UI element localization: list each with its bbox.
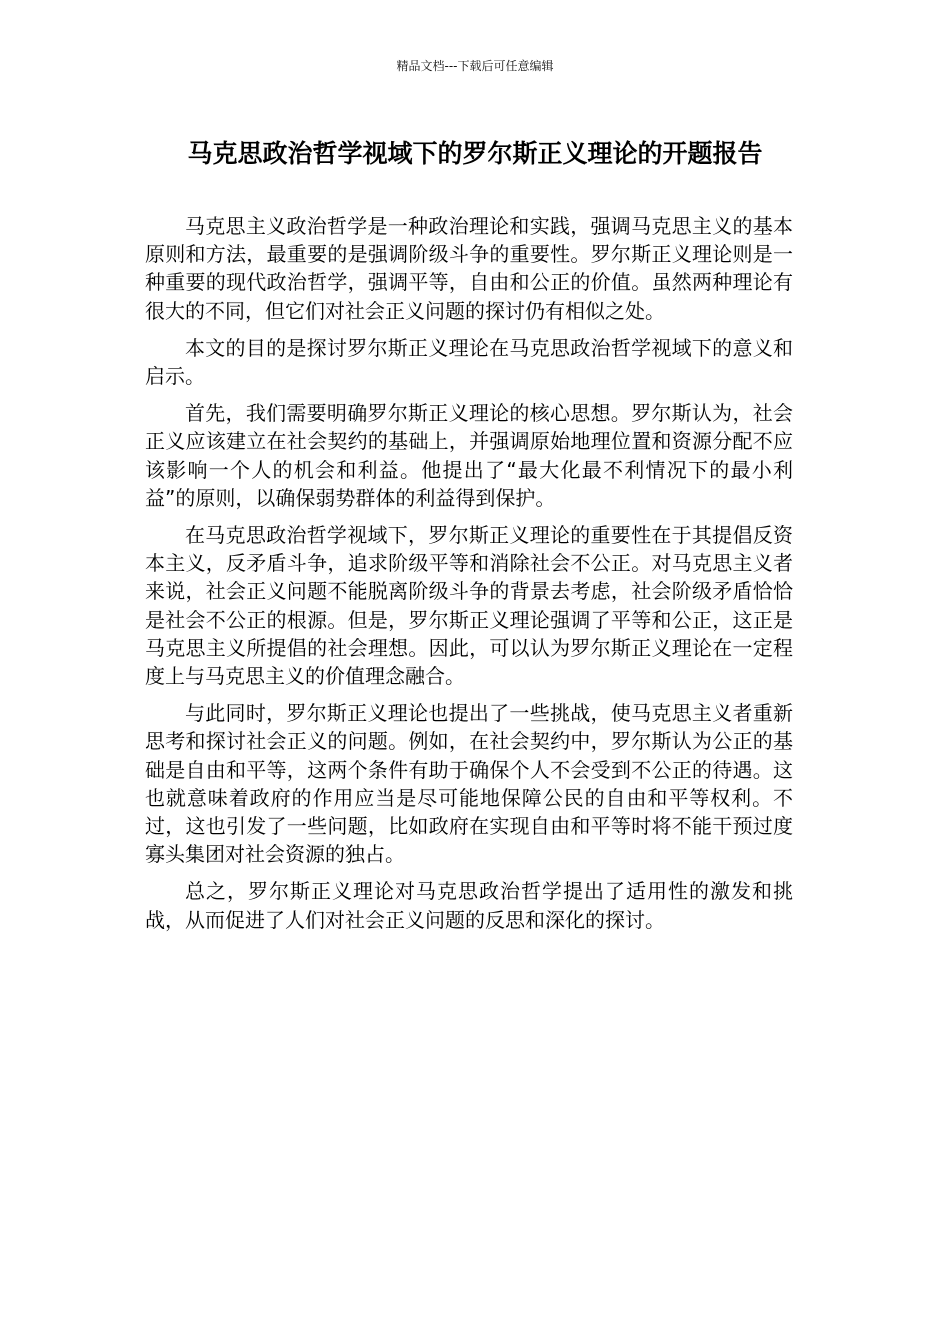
- paragraph-3: 首先，我们需要明确罗尔斯正义理论的核心思想。罗尔斯认为，社会正义应该建立在社会契约的基础上，并强调原始地理位置和资源分配不应该影响一个人的机会和利益。他提出了“最大化最不利情况下的最小利益”的原则，以确保弱势群体的利益得到保护。: [145, 401, 793, 510]
- header-note: 精品文档---下载后可任意编辑: [396, 59, 554, 73]
- paragraph-5: 与此同时，罗尔斯正义理论也提出了一些挑战，使马克思主义者重新思考和探讨社会正义的问题。例如，在社会契约中，罗尔斯认为公正的基础是自由和平等，这两个条件有助于确保个人不会受到不公正的待遇。这也就意味着政府的作用应当是尽可能地保障公民的自由和平等权利。不过，这也引发了一些问题，比如政府在实现自由和平等时将不能干预过度寡头集团对社会资源的独占。: [145, 701, 793, 867]
- paragraph-4: 在马克思政治哲学视域下，罗尔斯正义理论的重要性在于其提倡反资本主义，反矛盾斗争，追求阶级平等和消除社会不公正。对马克思主义者来说，社会正义问题不能脱离阶级斗争的背景去考虑，社会阶级矛盾恰恰是社会不公正的根源。但是，罗尔斯正义理论强调了平等和公正，这正是马克思主义所提倡的社会理想。因此，可以认为罗尔斯正义理论在一定程度上与马克思主义的价值理念融合。: [145, 523, 793, 689]
- paragraph-2: 本文的目的是探讨罗尔斯正义理论在马克思政治哲学视域下的意义和启示。: [145, 335, 793, 389]
- document-title: 马克思政治哲学视域下的罗尔斯正义理论的开题报告: [187, 139, 763, 168]
- paragraph-1: 马克思主义政治哲学是一种政治理论和实践，强调马克思主义的基本原则和方法，最重要的是强调阶级斗争的重要性。罗尔斯正义理论则是一种重要的现代政治哲学，强调平等，自由和公正的价值。虽然两种理论有很大的不同，但它们对社会正义问题的探讨仍有相似之处。: [145, 214, 793, 323]
- paragraph-6: 总之，罗尔斯正义理论对马克思政治哲学提出了适用性的激发和挑战，从而促进了人们对社会正义问题的反思和深化的探讨。: [145, 879, 793, 932]
- document-body: [145, 212, 793, 943]
